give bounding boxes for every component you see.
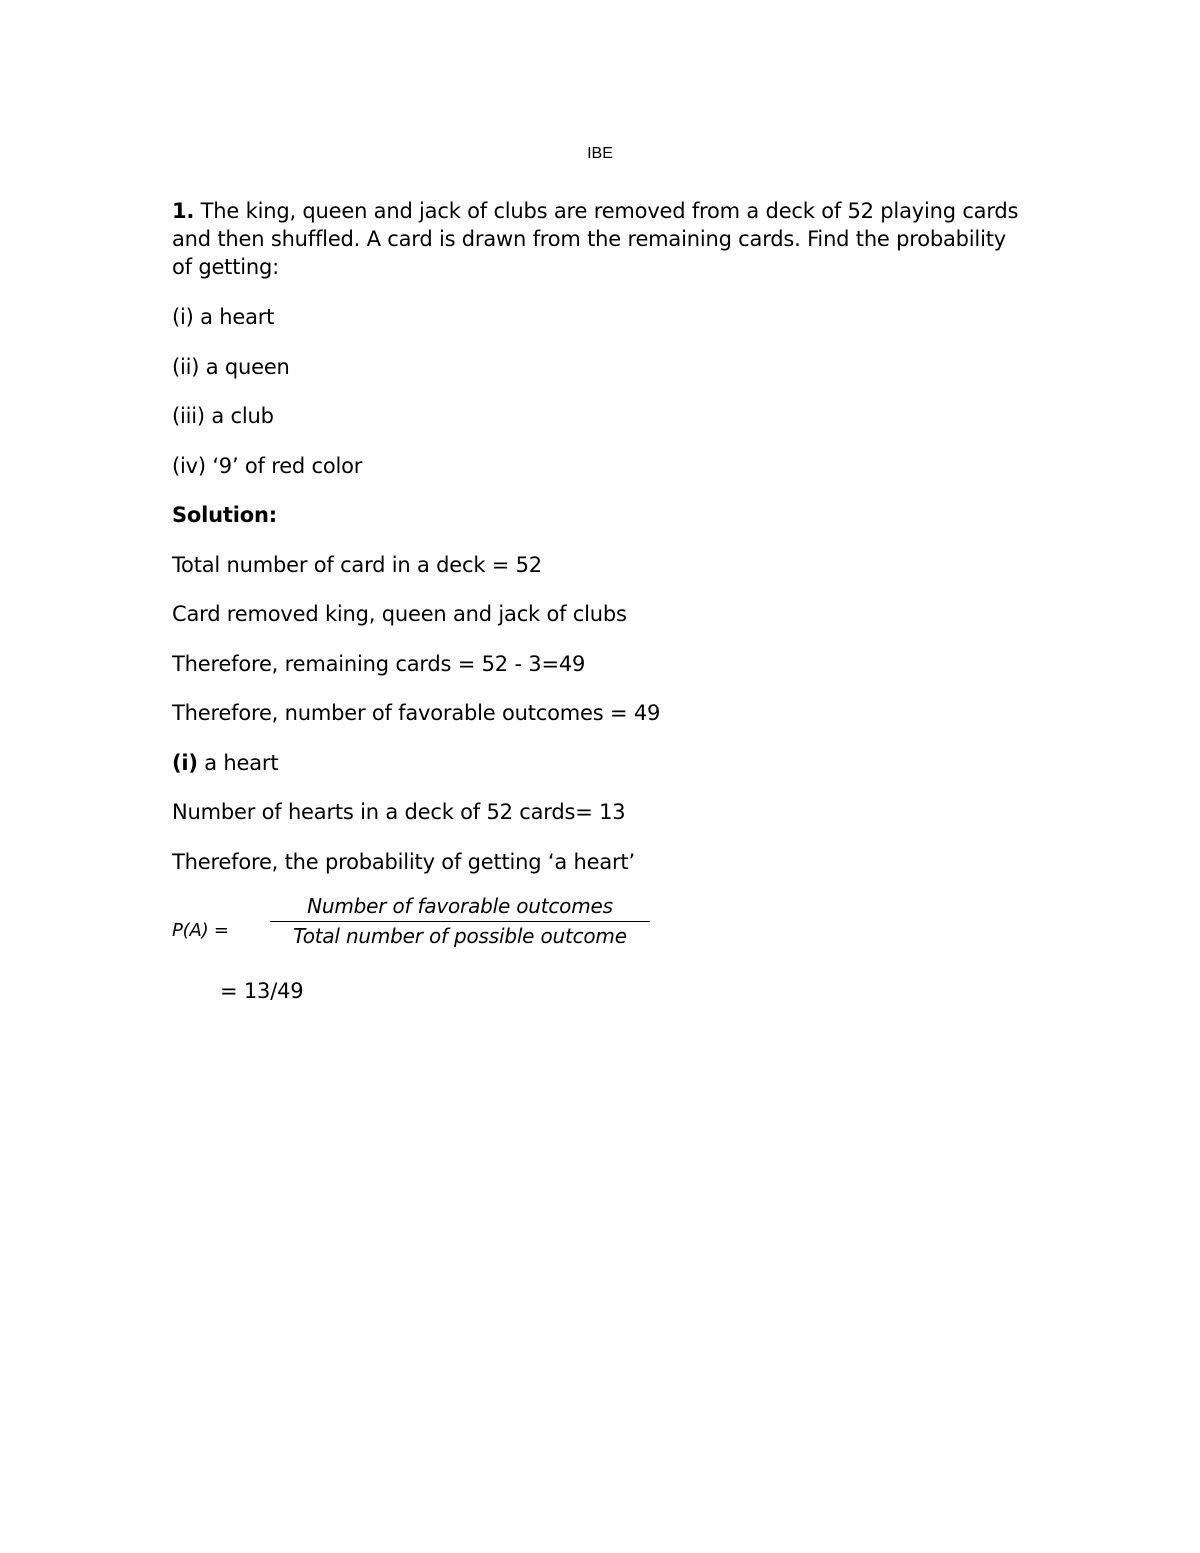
question-part-iv: (iv) ‘9’ of red color <box>172 453 363 478</box>
part-i-title: a heart <box>197 750 279 775</box>
formula-result: = 13/49 <box>220 979 304 1003</box>
formula-fraction <box>270 893 650 950</box>
question-part-iii: (iii) a club <box>172 404 274 428</box>
question-part-i: (i) a heart <box>172 305 275 329</box>
part-i-hearts-line: Number of hearts in a deck of 52 cards= 13 <box>172 800 626 824</box>
solution-line-removed: Card removed king, queen and jack of clubs <box>172 602 627 626</box>
part-i-heading <box>172 749 1032 777</box>
formula-denominator: Total number of possible outcome <box>293 924 627 948</box>
question-part-ii: (ii) a queen <box>172 354 290 379</box>
question-text <box>172 197 1032 281</box>
question-body: The king, queen and jack of clubs are removed from a deck of 52 playing cards and then shuffled. A card is drawn from the remaining cards. Find the probability of getting: <box>172 199 1019 279</box>
solution-line-remaining: Therefore, remaining cards = 52 - 3=49 <box>172 651 586 676</box>
solution-line-favorable: Therefore, number of favorable outcomes = 49 <box>172 701 661 725</box>
solution-line-total: Total number of card in a deck = 52 <box>172 552 542 577</box>
question-number: 1. <box>172 199 195 223</box>
part-i-probability-line: Therefore, the probability of getting ‘a heart’ <box>172 849 635 874</box>
formula-numerator: Number of favorable outcomes <box>270 893 650 922</box>
part-i-label: (i) <box>172 750 198 775</box>
formula-lhs: P(A) = <box>172 920 229 941</box>
page-header: IBE <box>587 145 613 162</box>
solution-heading: Solution: <box>172 503 277 527</box>
probability-formula <box>172 893 1032 963</box>
document-body <box>172 197 1032 1005</box>
